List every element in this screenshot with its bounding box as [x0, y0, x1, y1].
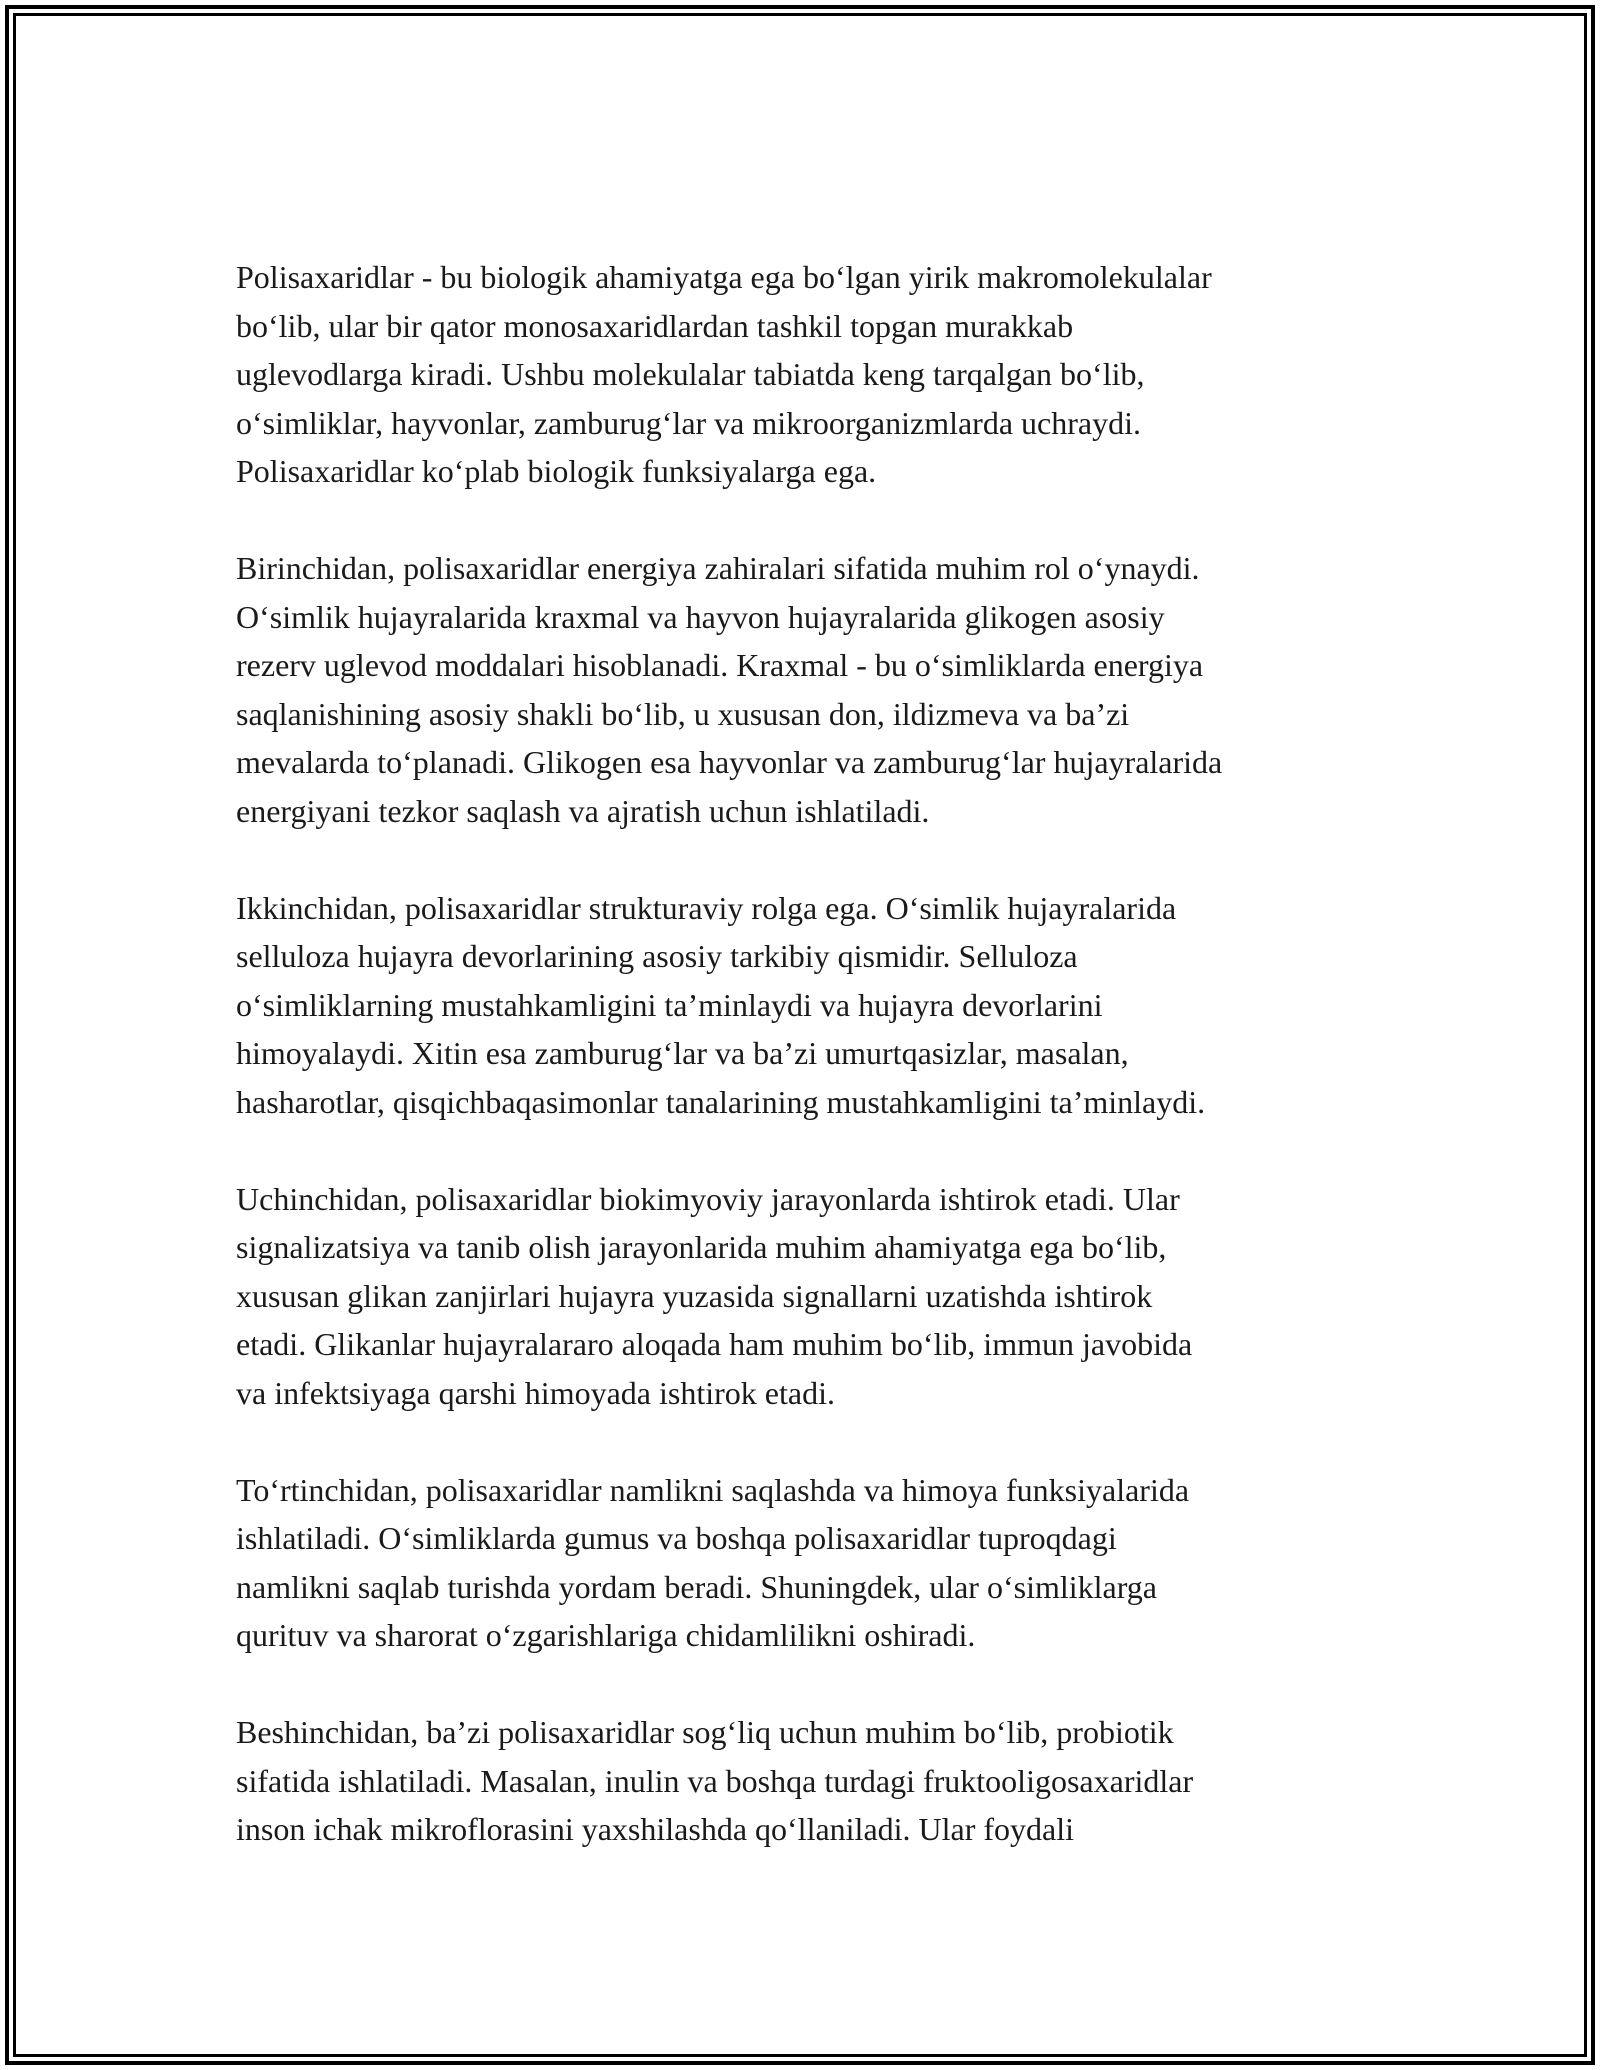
text-line: inson ichak mikroflorasini yaxshilashda qo‘llaniladi. Ular foydali	[236, 1811, 1075, 1847]
text-line: himoyalaydi. Xitin esa zamburug‘lar va ba’zi umurtqasizlar, masalan,	[236, 1035, 1129, 1071]
text-line: qurituv va sharorat o‘zgarishlariga chidamlilikni oshiradi.	[236, 1617, 976, 1653]
text-line: To‘rtinchidan, polisaxaridlar namlikni saqlashda va himoya funksiyalarida	[236, 1471, 1190, 1508]
text-line: O‘simlik hujayralarida kraxmal va hayvon hujayralarida glikogen asosiy	[236, 598, 1165, 635]
paragraph-second	[236, 884, 1386, 1127]
text-line: Polisaxaridlar - bu biologik ahamiyatga ega bo‘lgan yirik makromolekulalar	[236, 259, 1212, 295]
text-line: namlikni saqlab turishda yordam beradi. Shuningdek, ular o‘simliklarga	[236, 1568, 1157, 1605]
text-line: mevalarda to‘planadi. Glikogen esa hayvonlar va zamburug‘lar hujayralarida	[236, 744, 1223, 780]
text-line: va infektsiyaga qarshi himoyada ishtirok etadi.	[236, 1374, 835, 1411]
paragraph-intro	[236, 253, 1386, 496]
text-line: o‘simliklarning mustahkamligini ta’minlaydi va hujayra devorlarini	[236, 986, 1103, 1023]
text-line: etadi. Glikanlar hujayralararo aloqada ham muhim bo‘lib, immun javobida	[236, 1326, 1193, 1362]
text-line: signalizatsiya va tanib olish jarayonlarida muhim ahamiyatga ega bo‘lib,	[236, 1229, 1167, 1265]
text-line: xususan glikan zanjirlari hujayra yuzasida signallarni uzatishda ishtirok	[236, 1277, 1153, 1314]
text-line: rezerv uglevod moddalari hisoblanadi. Kraxmal - bu o‘simliklarda energiya	[236, 647, 1204, 683]
text-line: o‘simliklar, hayvonlar, zamburug‘lar va mikroorganizmlarda uchraydi.	[236, 404, 1141, 441]
document-body	[236, 253, 1386, 1902]
text-line: bo‘lib, ular bir qator monosaxaridlardan tashkil topgan murakkab	[236, 307, 1074, 344]
text-line: Uchinchidan, polisaxaridlar biokimyoviy jarayonlarda ishtirok etadi. Ular	[236, 1180, 1180, 1217]
text-line: energiyani tezkor saqlash va ajratish uchun ishlatiladi.	[236, 792, 930, 829]
text-line: selluloza hujayra devorlarining asosiy tarkibiy qismidir. Selluloza	[236, 938, 1078, 974]
text-line: Ikkinchidan, polisaxaridlar strukturaviy rolga ega. O‘simlik hujayralarida	[236, 889, 1177, 926]
paragraph-first	[236, 544, 1386, 835]
text-line: uglevodlarga kiradi. Ushbu molekulalar tabiatda keng tarqalgan bo‘lib,	[236, 356, 1145, 392]
paragraph-third	[236, 1175, 1386, 1418]
text-line: hasharotlar, qisqichbaqasimonlar tanalarining mustahkamligini ta’minlaydi.	[236, 1083, 1206, 1120]
text-line: Polisaxaridlar ko‘plab biologik funksiyalarga ega.	[236, 453, 877, 489]
text-line: ishlatiladi. O‘simliklarda gumus va boshqa polisaxaridlar tuproqdagi	[236, 1520, 1117, 1556]
paragraph-fifth	[236, 1708, 1386, 1854]
text-line: saqlanishining asosiy shakli bo‘lib, u xususan don, ildizmeva va ba’zi	[236, 695, 1130, 732]
text-line: Birinchidan, polisaxaridlar energiya zahiralari sifatida muhim rol o‘ynaydi.	[236, 550, 1200, 586]
text-line: sifatida ishlatiladi. Masalan, inulin va boshqa turdagi fruktooligosaxaridlar	[236, 1762, 1194, 1799]
paragraph-fourth	[236, 1466, 1386, 1660]
text-line: Beshinchidan, ba’zi polisaxaridlar sog‘liq uchun muhim bo‘lib, probiotik	[236, 1714, 1174, 1750]
